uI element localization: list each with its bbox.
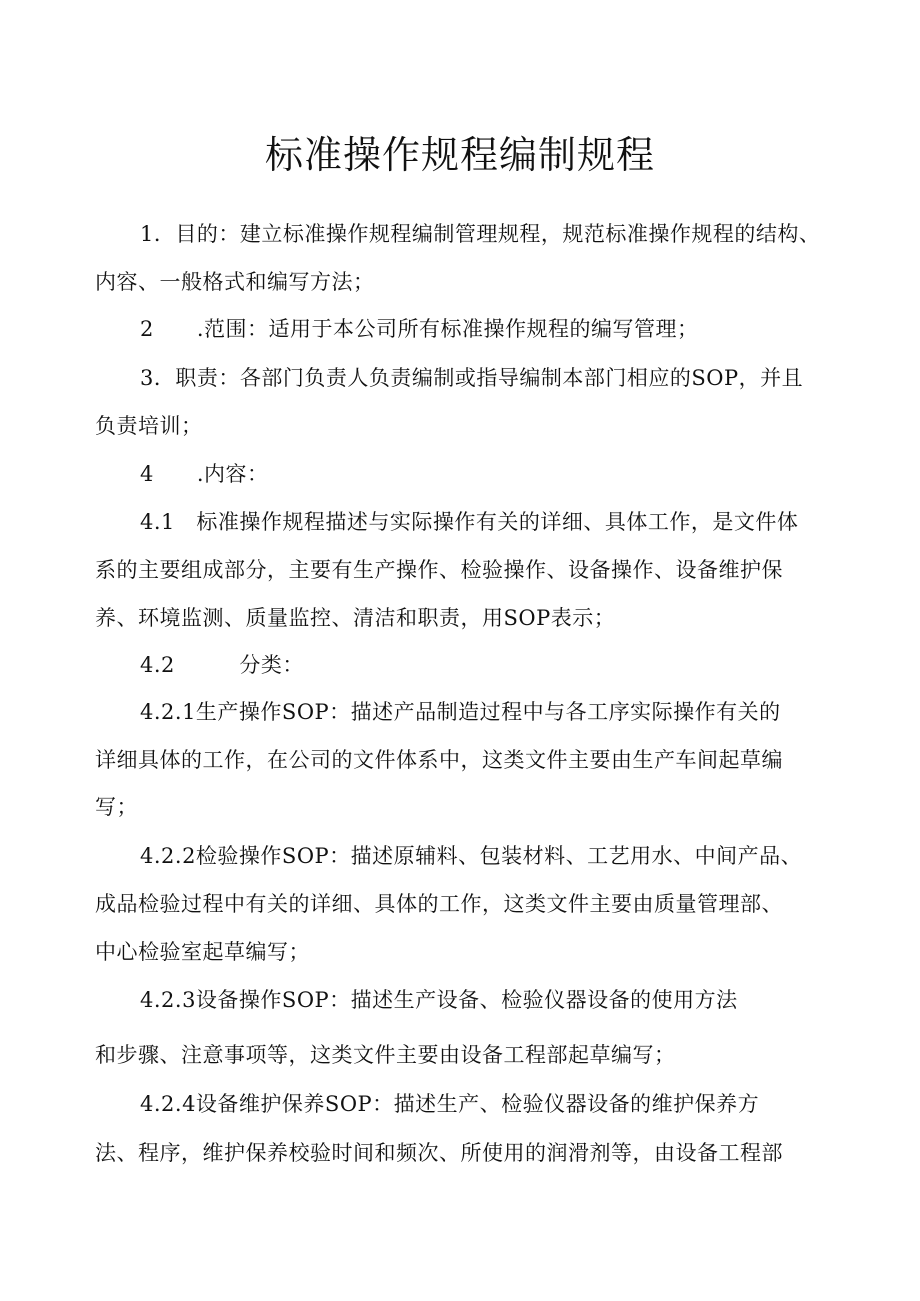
paragraph-line: 内容、一般格式和编写方法； — [95, 270, 375, 294]
paragraph-line: 2 .范围：适用于本公司所有标准操作规程的编写管理； — [140, 317, 699, 341]
paragraph-line: 1．目的：建立标准操作规程编制管理规程，规范标准操作规程的结构、 — [140, 222, 821, 246]
paragraph-line: 中心检验室起草编写； — [95, 940, 310, 964]
paragraph-line: 4.2.3设备操作SOP：描述生产设备、检验仪器设备的使用方法 — [140, 988, 738, 1012]
paragraph-line: 写； — [95, 795, 138, 819]
paragraph-line: 负责培训； — [95, 414, 203, 438]
paragraph-line: 法、程序，维护保养校验时间和频次、所使用的润滑剂等，由设备工程部 — [95, 1141, 783, 1165]
paragraph-line: 养、环境监测、质量监控、清洁和职责，用SOP表示； — [95, 606, 616, 630]
paragraph-line: 系的主要组成部分，主要有生产操作、检验操作、设备操作、设备维护保 — [95, 558, 783, 582]
paragraph-line: 和步骤、注意事项等，这类文件主要由设备工程部起草编写； — [95, 1043, 676, 1067]
paragraph-line: 4.1 标准操作规程描述与实际操作有关的详细、具体工作，是文件体 — [140, 510, 799, 534]
paragraph-line: 4.2.2检验操作SOP：描述原辅料、包装材料、工艺用水、中间产品、 — [140, 844, 803, 868]
paragraph-line: 4.2 分类： — [140, 653, 304, 677]
paragraph-line: 4 .内容： — [140, 462, 269, 486]
paragraph-line: 3．职责：各部门负责人负责编制或指导编制本部门相应的SOP，并且 — [140, 366, 804, 390]
paragraph-line: 成品检验过程中有关的详细、具体的工作，这类文件主要由质量管理部、 — [95, 892, 783, 916]
paragraph-line: 4.2.1生产操作SOP：描述产品制造过程中与各工序实际操作有关的 — [140, 700, 781, 724]
paragraph-line: 4.2.4设备维护保养SOP：描述生产、检验仪器设备的维护保养方 — [140, 1092, 760, 1116]
paragraph-line: 详细具体的工作，在公司的文件体系中，这类文件主要由生产车间起草编 — [95, 748, 783, 772]
document-title: 标准操作规程编制规程 — [264, 133, 655, 177]
